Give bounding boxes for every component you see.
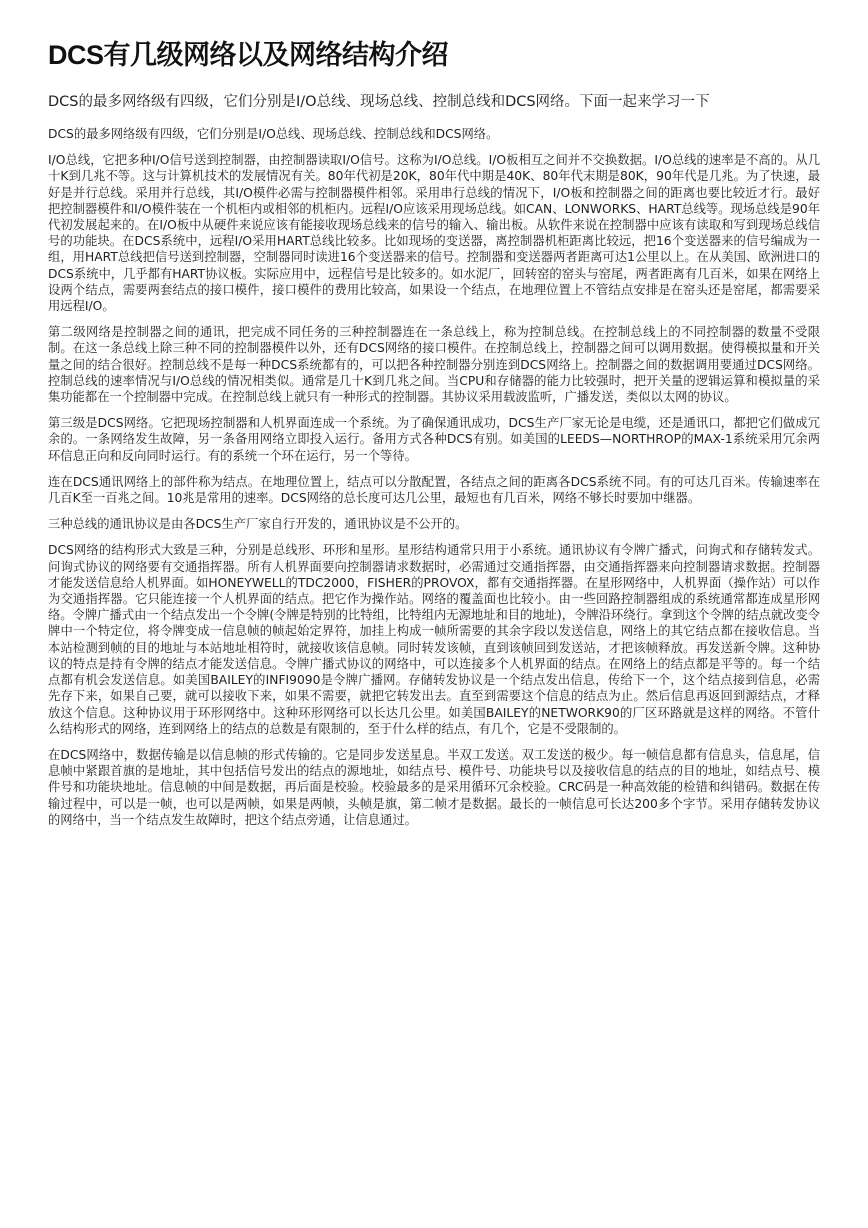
paragraph-protocols: 三种总线的通讯协议是由各DCS生产厂家自行开发的，通讯协议是不公开的。 [48,517,468,532]
article-title: DCS有几级网络以及网络结构介绍 [48,40,449,70]
paragraph-nodes: 连在DCS通讯网络上的部件称为结点。在地理位置上，结点可以分散配置，各结点之间的距离各DCS系统不同。有的可达几百米。传输速率在几百K至一百兆之间。10兆是常用的速率。DCS网络的总长度可达几公里，最短也有几百米，网络不够长时要加中继器。 [48,474,820,506]
paragraph-intro: DCS的最多网络级有四级，它们分别是I/O总线、现场总线、控制总线和DCS网络。 [48,127,499,141]
article-subtitle: DCS的最多网络级有四级，它们分别是I/O总线、现场总线、控制总线和DCS网络。下面一起来学习一下 [48,94,710,110]
paragraph-io-bus: I/O总线，它把多种I/O信号送到控制器，由控制器读取I/O信号。这称为I/O总线。I/O板相互之间并不交换数据。I/O总线的速率是不高的。从几十K到几兆不等。这与计算机技术的发展情况有关。80年代初是20K，80年代中期是40K、80年代末期是80K，90年代是几兆。为了快速，最好是并行总线。采用并行总线，其I/O模件必需与控制器模件相邻。采用串行总线的情况下，I/O板和控制器之间的距离也要比较近才行。最好把控制器模件和I/O模件装在一个机柜内或相邻的机柜内。远程I/O应该采用现场总线。如CAN、LONWORKS、HART总线等。现场总线是90年代初发展起来的。在I/O板中从硬件来说应该有能接收现场总线来的信号的输入、输出板。从软件来说在控制器中应该有读取和写到现场总线信号的功能块。在DCS系统中，远程I/O采用HART总线比较多。比如现场的变送器，离控制器机柜距离比较远，把16个变送器来的信号编成为一组，用HART总线把信号送到控制器，空制器同时读进16个变送器来的信号。控制器和变送器两者距离可达1公里以上。在从美国、欧洲进口的DCS系统中，几乎都有HART协议板。实际应用中，远程信号是比较多的。如水泥厂，回转窑的窑头与窑尾，两者距离有几百米，如果在网络上设两个结点，需要两套结点的接口模件，接口模件的费用比较高，如果设一个结点，在地理位置上不管结点安排是在窑头还是窑尾，都需要采用远程I/O。 [48,153,820,314]
paragraph-control-bus: 第二级网络是控制器之间的通讯，把完成不同任务的三种控制器连在一条总线上，称为控制总线。在控制总线上的不同控制器的数量不受限制。在这一条总线上除三种不同的控制器模件以外，还有DCS网络的接口模件。在控制总线上，控制器之间可以调用数据。使得模拟量和开关量之间的结合很好。控制总线不是每一种DCS系统都有的，可以把各种控制器分别连到DCS网络上。控制器之间的数据调用要通过DCS网络。控制总线的速率情况与I/O总线的情况相类似。通常是几十K到几兆之间。当CPU和存储器的能力比较强时，把开关量的逻辑运算和模拟量的采集功能都在一个控制器中完成。在控制总线上就只有一种形式的控制器。其协议采用载波监听，广播发送，类似以太网的协议。 [48,325,820,405]
paragraph-dcs-network: 第三级是DCS网络。它把现场控制器和人机界面连成一个系统。为了确保通讯成功，DCS生产厂家无论是电缆，还是通讯口，都把它们做成冗余的。一条网络发生故障，另一条备用网络立即投入运行。备用方式各种DCS有别。如美国的LEEDS—NORTHROP的MAX-1系统采用冗余两环信息正向和反向同时运行。有的系统一个环在运行，另一个等待。 [48,416,820,463]
article-body [48,126,820,828]
paragraph-data-frames: 在DCS网络中，数据传输是以信息帧的形式传输的。它是同步发送星息。半双工发送。双工发送的极少。每一帧信息都有信息头，信息尾，信息帧中紧跟首旗的是地址，其中包括信号发出的结点的源地址，如结点号、模件号、功能块号以及接收信息的结点的目的地址，如结点号、模件号和功能块地址。信息帧的中间是数据，再后面是校验。校验最多的是采用循环冗余校验。CRC码是一种高效能的检错和纠错码。数据在传输过程中，可以是一帧，也可以是两帧，如果是两帧，头帧是旗，第二帧才是数据。最长的一帧信息可长达200多个字节。采用存储转发协议的网络中，当一个结点发生故障时，把这个结点旁通，让信息通过。 [48,747,820,827]
paragraph-network-structure: DCS网络的结构形式大致是三种，分别是总线形、环形和星形。星形结构通常只用于小系统。通讯协议有令牌广播式，问询式和存储转发式。问询式协议的网络要有交通指挥器。所有人机界面要向控制器请求数据时，必需通过交通指挥器，由交通指挥器来向控制器请求数据。控制器才能发送信息给人机界面。如HONEYWELL的TDC2000，FISHER的PROVOX，都有交通指挥器。在星形网络中，人机界面（操作站）可以作为交通指挥器。它只能连接一个人机界面的结点。把它作为操作站。网络的覆盖面也比较小。由一些回路控制器组成的系统通常都连成星形网络。令牌广播式由一个结点发出一个令牌(令牌是特别的比特组，比特组内无源地址和目的地址)，令牌沿环绕行。拿到这个令牌的结点就改变令牌中一个特定位，将令牌变成一信息帧的帧起始定界符，加挂上构成一帧所需要的其余字段以发送信息，网络上的其它结点都在接收信息。当本站检测到帧的目的地址与本站地址相符时，就接收该信息帧。同时转发该帧，直到该帧回到发送站，才把该帧释放。再发送新令牌。这种协议的特点是持有令牌的结点才能发送信息。令牌广播式协议的网络中，可以连接多个人机界面的结点。在网络上的结点都是平等的。每一个结点都有机会发送信息。如美国BAILEY的INFI9090是令牌广播网。存储转发协议是一个结点发出信息，传给下一个，这个结点接到信息，必需先存下来，如果自己要，就可以接收下来，如果不需要，就把它转发出去。直至到需要这个信息的结点为止。然后信息再返回到源结点，才释放这个信息。这种协议用于环形网络中。这种环形网络可以长达几公里。如美国BAILEY的NETWORK90的厂区环路就是这样的网络。不管什么结构形式的网络，连到网络上的结点的总数是有限制的，至于什么样的结点，有几个，它是不受限制的。 [48,543,821,736]
